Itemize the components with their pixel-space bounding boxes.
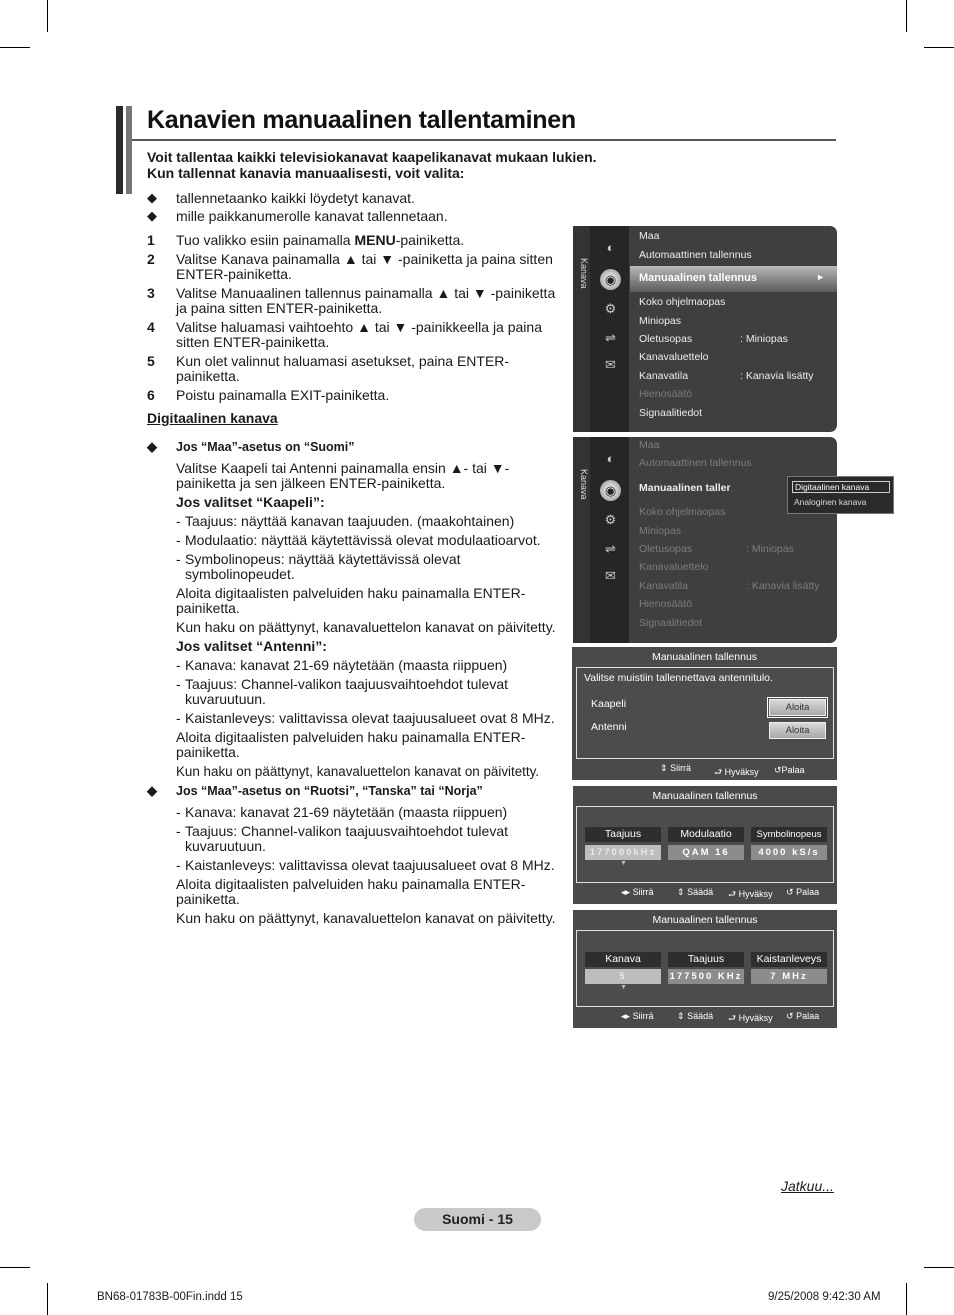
channel-field[interactable]: 5 (585, 969, 661, 984)
dash-item: - Symbolinopeus: näyttää käytettävissä olevat symbolinopeudet. (176, 551, 461, 582)
title-underline (132, 139, 836, 141)
section-heading: Digitaalinen kanava (147, 410, 278, 426)
symbol-rate-field[interactable]: 4000 kS/s (751, 845, 827, 860)
step-number: 3 (147, 285, 155, 301)
menu-item-selected[interactable]: Manuaalinen tallennus ► (630, 266, 837, 292)
column-header: Symbolinopeus (751, 827, 827, 842)
menu-item: Koko ohjelmaopas (639, 506, 726, 518)
dash-item: - Kanava: kanavat 21-69 näytetään (maasta riippuen) (176, 657, 508, 673)
return-icon: ↺ (774, 765, 782, 775)
antenna-select-dialog (572, 647, 837, 780)
column-header: Taajuus (668, 952, 744, 967)
crop-mark (924, 1267, 954, 1268)
intro-line: Voit tallentaa kaikki televisiokanavat kaapelikanavat mukaan lukien. (147, 149, 597, 165)
menu-item[interactable]: Automaattinen tallennus (639, 249, 752, 261)
dash-item: - Kaistanleveys: valittavissa olevat taajuusalueet ovat 8 MHz. (176, 857, 555, 873)
diamond-bullet-icon: ◆ (147, 439, 157, 454)
leftright-icon: ◂▸ (621, 887, 631, 897)
dash-item: - Taajuus: Channel-valikon taajuusvaihtoehdot tulevat kuvaruutuun. (176, 676, 508, 707)
enter-icon: ⮐ (714, 767, 723, 777)
menu-item: Kanavatila : Kanavia lisätty (639, 580, 820, 592)
menu-item[interactable]: Maa (639, 230, 660, 242)
step-text: Kun olet valinnut haluamasi asetukset, paina ENTER-painiketta. (176, 353, 510, 384)
column-header: Kaistanleveys (751, 952, 827, 967)
diamond-bullet-icon: ◆ (147, 208, 157, 223)
step-text: Valitse Manuaalinen tallennus painamalla ▲ tai ▼ -painiketta ja paina sitten ENTER-painiketta. (176, 285, 556, 316)
column-header: Kanava (585, 952, 661, 967)
menu-item[interactable]: Kanavatila : Kanavia lisätty (639, 370, 814, 382)
channel-icon[interactable]: ◉ (600, 269, 621, 290)
crop-mark (924, 47, 954, 48)
date-footer: 9/25/2008 9:42:30 AM (768, 1291, 881, 1303)
option-label: Antenni (591, 721, 627, 733)
picture-icon[interactable]: ◐ (606, 240, 615, 255)
setup-gear-icon[interactable]: ⚙ (604, 301, 617, 316)
popup-option-selected[interactable]: Digitaalinen kanava (792, 481, 890, 493)
dialog-prompt: Valitse muistiin tallennettava antennitulo. (584, 672, 773, 684)
menu-item: Signaalitiedot (639, 617, 703, 629)
bullet-list (147, 189, 448, 225)
menu-item: Miniopas (639, 525, 682, 537)
condition-heading: ◆ Jos “Maa”-asetus on “Suomi” (147, 439, 355, 454)
step-item (147, 354, 567, 384)
updown-icon: ⇕ (660, 763, 668, 773)
menu-item[interactable]: Koko ohjelmaopas (639, 296, 726, 308)
application-icon[interactable]: ✉ (605, 568, 616, 583)
cable-settings-dialog (573, 786, 837, 904)
crop-mark (906, 0, 907, 32)
intro-line: Kun tallennat kanavia manuaalisesti, voit valita: (147, 165, 465, 181)
page-title: Kanavien manuaalinen tallentaminen (147, 106, 576, 134)
option-label: Kaapeli (591, 698, 627, 710)
menu-item[interactable]: Signaalitiedot (639, 407, 703, 419)
enter-icon: ⮐ (728, 1013, 737, 1023)
menu-item: Oletusopas : Miniopas (639, 543, 794, 555)
bullet-item: ◆ mille paikkanumerolle kanavat tallennetaan. (147, 208, 448, 224)
paragraph: Aloita digitaalisten palveluiden haku painamalla ENTER-painiketta. (176, 729, 526, 760)
antenna-settings-dialog (573, 910, 837, 1028)
step-text: Valitse haluamasi vaihtoehto ▲ tai ▼ -painikkeella ja paina sitten ENTER-painiketta. (176, 319, 542, 350)
paragraph: Kun haku on päättynyt, kanavaluettelon kanavat on päivitetty. (176, 764, 540, 779)
start-antenna-button[interactable]: Aloita (769, 722, 826, 739)
menu-item-disabled: Hienosäätö (639, 388, 693, 400)
footer-hint: ⮐ Hyväksy (714, 767, 759, 777)
input-icon[interactable]: ⇌ (605, 541, 616, 556)
picture-icon[interactable]: ◐ (606, 451, 615, 466)
crop-mark (47, 1283, 48, 1315)
step-number: 1 (147, 232, 155, 248)
dash-item: - Modulaatio: näyttää käytettävissä olevat modulaatioarvot. (176, 532, 541, 548)
step-list (147, 233, 567, 407)
menu-item: Automaattinen tallennus (639, 457, 752, 469)
menu-item[interactable]: Kanavaluettelo (639, 351, 709, 363)
application-icon[interactable]: ✉ (605, 357, 616, 372)
bandwidth-field[interactable]: 7 MHz (751, 969, 827, 984)
return-icon: ↺ (786, 887, 794, 897)
footer-hint: ↺Palaa (774, 765, 805, 775)
step-item (147, 286, 567, 316)
footer-hint: ⮐ Hyväksy (728, 1013, 773, 1023)
dash-item: - Taajuus: näyttää kanavan taajuuden. (maakohtainen) (176, 513, 515, 529)
frequency-field[interactable]: 177000kHz (585, 845, 661, 860)
column-header: Modulaatio (668, 827, 744, 842)
column-header: Taajuus (585, 827, 661, 842)
step-text: Valitse Kanava painamalla ▲ tai ▼ -painiketta ja paina sitten ENTER-painiketta. (176, 251, 553, 282)
footer-hint: ⮐ Hyväksy (728, 889, 773, 899)
leftright-icon: ◂▸ (621, 1011, 631, 1021)
dash-item: - Taajuus: Channel-valikon taajuusvaihtoehdot tulevat kuvaruutuun. (176, 823, 508, 854)
diamond-bullet-icon: ◆ (147, 783, 157, 798)
footer-hint: ↺ Palaa (786, 1011, 820, 1021)
file-footer: BN68-01783B-00Fin.indd 15 (97, 1291, 243, 1303)
continued-note: Jatkuu... (781, 1178, 834, 1194)
step-number: 6 (147, 387, 155, 403)
step-text: Poistu painamalla EXIT-painiketta. (176, 387, 390, 403)
enter-icon: ⮐ (728, 889, 737, 899)
crop-mark (47, 0, 48, 32)
digital-channel-section (147, 437, 567, 930)
title-bar-decoration (126, 106, 132, 194)
return-icon: ↺ (786, 1011, 794, 1021)
setup-gear-icon[interactable]: ⚙ (604, 512, 617, 527)
step-item (147, 388, 567, 403)
intro (147, 149, 647, 181)
dialog-title: Manuaalinen tallennus (651, 651, 758, 663)
updown-icon: ⇕ (677, 887, 685, 897)
step-item (147, 252, 567, 282)
menu-item-selected[interactable]: Manuaalinen taller (639, 482, 731, 494)
crop-mark (0, 47, 30, 48)
dialog-title: Manuaalinen tallennus (652, 790, 758, 802)
channel-menu-submenu-screenshot (573, 437, 870, 643)
arrow-right-icon: ► (816, 272, 825, 282)
step-item: 1 Tuo valikko esiin painamalla MENU-painiketta. (147, 232, 465, 248)
paragraph: Kun haku on päättynyt, kanavaluettelon kanavat on päivitetty. (176, 619, 556, 635)
footer-hint: ↺ Palaa (786, 887, 820, 897)
channel-menu-screenshot (573, 226, 837, 432)
step-number: 5 (147, 353, 155, 369)
menu-item: Hienosäätö (639, 598, 693, 610)
menu-item[interactable]: Oletusopas : Miniopas (639, 333, 788, 345)
popup-option[interactable]: Analoginen kanava (794, 497, 867, 507)
sub-heading: Jos valitset “Antenni”: (176, 638, 327, 654)
footer-hint: ⇕ Siirrä (660, 763, 692, 773)
paragraph: Kun haku on päättynyt, kanavaluettelon kanavat on päivitetty. (176, 910, 556, 926)
crop-mark (906, 1283, 907, 1315)
paragraph: Aloita digitaalisten palveluiden haku painamalla ENTER-painiketta. (176, 585, 526, 616)
step-number: 4 (147, 319, 155, 335)
menu-item: Kanavaluettelo (639, 561, 709, 573)
start-cable-button[interactable]: Aloita (769, 699, 826, 716)
condition-heading: ◆ Jos “Maa”-asetus on “Ruotsi”, “Tanska” tai “Norja” (147, 783, 483, 798)
dash-item: - Kanava: kanavat 21-69 näytetään (maasta riippuen) (176, 804, 508, 820)
input-icon[interactable]: ⇌ (605, 330, 616, 345)
diamond-bullet-icon: ◆ (147, 190, 157, 205)
frequency-field[interactable]: 177500 KHz (669, 971, 743, 982)
step-item (147, 320, 567, 350)
menu-item: Maa (639, 439, 660, 451)
bullet-item: ◆ tallennetaanko kaikki löydetyt kanavat. (147, 190, 415, 206)
menu-item[interactable]: Miniopas (639, 315, 682, 327)
dash-item: - Kaistanleveys: valittavissa olevat taajuusalueet ovat 8 MHz. (176, 710, 555, 726)
menu-side-label: Kanava (579, 469, 589, 500)
page-number-badge: Suomi - 15 (414, 1208, 541, 1231)
sub-heading: Jos valitset “Kaapeli”: (176, 494, 325, 510)
submenu-popup (787, 476, 894, 514)
channel-icon[interactable]: ◉ (600, 480, 621, 501)
footer-hint: ◂▸ Siirrä (621, 887, 654, 897)
menu-side-label: Kanava (579, 258, 589, 289)
paragraph: Valitse Kaapeli tai Antenni painamalla ensin ▲- tai ▼-painiketta ja sen jälkeen ENTER-painiketta. (176, 460, 510, 491)
dialog-title: Manuaalinen tallennus (652, 914, 758, 926)
updown-icon: ⇕ (677, 1011, 685, 1021)
title-bar-decoration (116, 106, 123, 194)
paragraph: Aloita digitaalisten palveluiden haku painamalla ENTER-painiketta. (176, 876, 526, 907)
caret-down-icon: ▼ (620, 860, 627, 867)
step-number: 2 (147, 251, 155, 267)
footer-hint: ◂▸ Siirrä (621, 1011, 654, 1021)
modulation-field[interactable]: QAM 16 (668, 845, 744, 860)
footer-hint: ⇕ Säädä (677, 887, 714, 897)
crop-mark (0, 1267, 30, 1268)
footer-hint: ⇕ Säädä (677, 1011, 714, 1021)
caret-down-icon: ▼ (620, 984, 627, 991)
